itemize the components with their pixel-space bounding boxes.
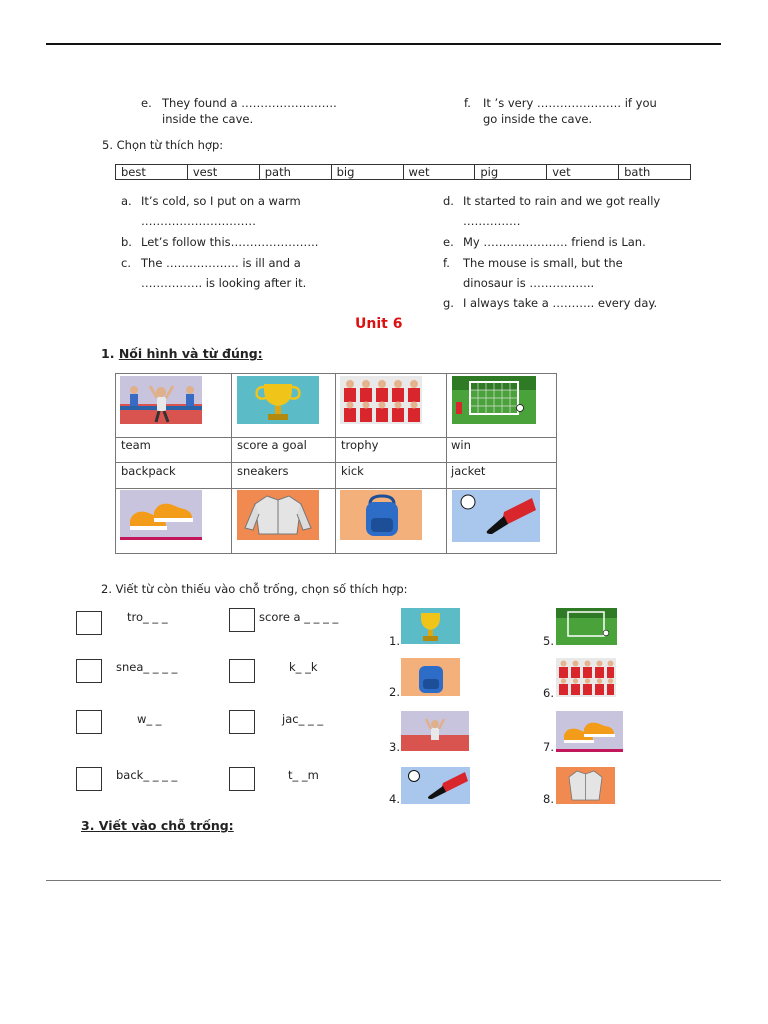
gap-word: w_ _	[137, 712, 162, 726]
picture-number: 5.	[543, 634, 554, 648]
sneakers-picture	[120, 490, 202, 540]
word-score-a-goal: score a goal	[237, 438, 307, 452]
answer-box[interactable]	[229, 608, 255, 632]
ex5-b-line1: Let’s follow this…………………..	[141, 235, 319, 249]
ex4-e-line2: inside the cave.	[162, 112, 254, 126]
ex5-a-line2: …………………………	[141, 214, 256, 228]
picture-number: 8.	[543, 792, 554, 806]
trophy-thumb	[401, 608, 460, 644]
answer-box[interactable]	[76, 767, 102, 791]
ex5-b-label: b.	[121, 235, 132, 249]
jacket-picture	[237, 490, 319, 540]
ex5-a-label: a.	[121, 194, 132, 208]
table-divider	[116, 488, 556, 489]
word-bank-item: vest	[188, 165, 260, 179]
answer-box[interactable]	[76, 710, 102, 734]
table-divider	[116, 437, 556, 438]
word-bank-item: pig	[475, 165, 547, 179]
gap-word: snea_ _ _ _	[116, 660, 178, 674]
word-bank	[115, 164, 691, 180]
win-thumb	[401, 711, 469, 751]
backpack-thumb	[401, 658, 460, 696]
ex5-e-line1: My …………………. friend is Lan.	[463, 235, 646, 249]
ex5-g-label: g.	[443, 296, 454, 310]
picture-number: 4.	[389, 792, 400, 806]
team-thumb	[556, 658, 616, 697]
table-divider	[446, 374, 447, 553]
score-a-goal-thumb	[556, 608, 617, 645]
picture-number: 6.	[543, 686, 554, 700]
word-sneakers: sneakers	[237, 464, 289, 478]
score-a-goal-picture	[452, 376, 536, 424]
gap-word: tro_ _ _	[127, 610, 168, 624]
answer-box[interactable]	[76, 611, 102, 635]
gap-word: score a _ _ _ _	[259, 610, 339, 624]
section-3-title	[81, 818, 234, 833]
ex4-e-line1: They found a …………………….	[162, 96, 337, 110]
unit-title: Unit 6	[355, 316, 403, 332]
section-1-title	[101, 346, 263, 361]
jacket-thumb	[556, 767, 615, 804]
word-bank-item: bath	[624, 165, 651, 179]
team-picture	[340, 376, 422, 424]
word-jacket: jacket	[451, 464, 486, 478]
word-bank-item: big	[332, 165, 404, 179]
ex5-a-line1: It’s cold, so I put on a warm	[141, 194, 301, 208]
ex5-d-line2: ……………	[463, 214, 521, 228]
bottom-rule	[46, 880, 721, 881]
answer-box[interactable]	[229, 767, 255, 791]
picture-number: 1.	[389, 634, 400, 648]
ex5-c-line1: The ………………. is ill and a	[141, 256, 301, 270]
ex5-e-label: e.	[443, 235, 454, 249]
word-bank-item: vet	[547, 165, 619, 179]
answer-box[interactable]	[229, 710, 255, 734]
ex5-d-line1: It started to rain and we got really	[463, 194, 661, 208]
ex5-title: 5. Chọn từ thích hợp:	[102, 138, 224, 152]
ex5-f-line1: The mouse is small, but the	[463, 256, 623, 270]
section-1-number: 1.	[101, 346, 115, 361]
gap-word: back_ _ _ _	[116, 768, 178, 782]
section-3-heading: 3. Viết vào chỗ trống:	[81, 818, 234, 833]
table-divider	[335, 374, 336, 553]
sneakers-thumb	[556, 711, 623, 752]
kick-picture	[452, 490, 540, 542]
ex5-f-label: f.	[443, 256, 450, 270]
ex4-f-line2: go inside the cave.	[483, 112, 593, 126]
word-team: team	[121, 438, 151, 452]
top-rule	[46, 43, 721, 45]
gap-word: k_ _k	[289, 660, 318, 674]
answer-box[interactable]	[229, 659, 255, 683]
team-win-picture	[120, 376, 202, 424]
ex4-f-line1: It ’s very …………………. if you	[483, 96, 657, 110]
ex5-f-line2: dinosaur is ……………..	[463, 276, 595, 290]
picture-number: 7.	[543, 740, 554, 754]
kick-thumb	[401, 767, 470, 804]
table-divider	[116, 462, 556, 463]
ex5-c-line2: ……………. is looking after it.	[141, 276, 307, 290]
word-bank-item: wet	[404, 165, 476, 179]
gap-word: t_ _m	[288, 768, 319, 782]
ex5-c-label: c.	[121, 256, 131, 270]
match-table	[115, 373, 557, 554]
ex5-d-label: d.	[443, 194, 454, 208]
answer-box[interactable]	[76, 659, 102, 683]
table-divider	[231, 374, 232, 553]
word-win: win	[451, 438, 471, 452]
picture-number: 2.	[389, 685, 400, 699]
word-bank-item: path	[260, 165, 332, 179]
word-kick: kick	[341, 464, 364, 478]
ex4-f-label: f.	[464, 96, 471, 110]
ex4-e-label: e.	[141, 96, 152, 110]
word-bank-item: best	[116, 165, 188, 179]
word-trophy: trophy	[341, 438, 379, 452]
gap-word: jac_ _ _	[282, 712, 324, 726]
word-backpack: backpack	[121, 464, 176, 478]
backpack-picture	[340, 490, 422, 540]
section-2-title: 2. Viết từ còn thiếu vào chỗ trống, chọn số thích hợp:	[101, 582, 408, 596]
trophy-picture	[237, 376, 319, 424]
section-1-heading: Nối hình và từ đúng:	[118, 346, 263, 361]
ex5-g-line1: I always take a ……….. every day.	[463, 296, 658, 310]
picture-number: 3.	[389, 740, 400, 754]
